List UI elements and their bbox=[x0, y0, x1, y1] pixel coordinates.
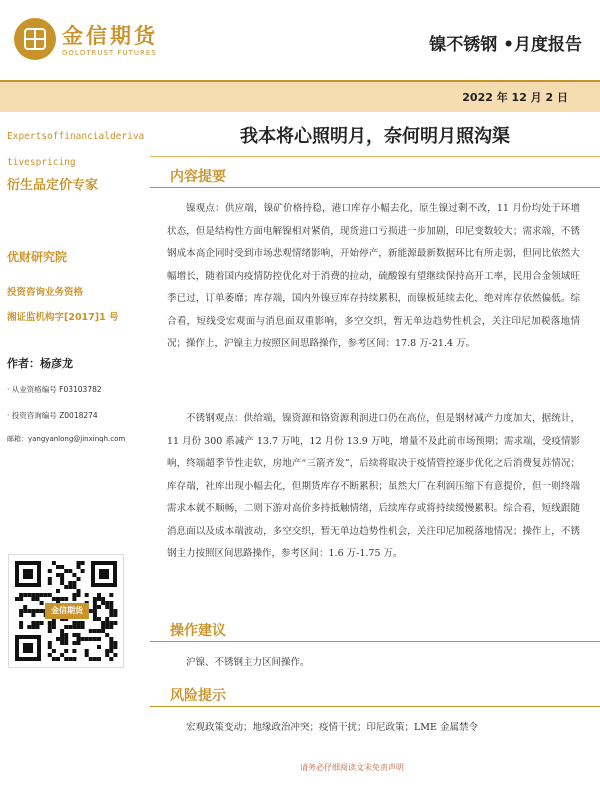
logo-name-cn: 金信期货 bbox=[62, 24, 158, 48]
research-institute: 优财研究院 bbox=[7, 250, 68, 264]
logo-name-en: GOLDTRUST FUTURES bbox=[62, 49, 157, 57]
risk-text: 宏观政策变动；地缘政治冲突；疫情干扰；印尼政策；LME 金属禁令 bbox=[186, 722, 478, 733]
main-content bbox=[150, 112, 600, 800]
qr-code-icon bbox=[8, 554, 124, 668]
section-risk-divider bbox=[150, 706, 600, 707]
nickel-view-paragraph: 镍观点：供应端，镍矿价格持稳，港口库存小幅去化，原生镍过剩不改，11 月份均处于环增状态，但是结构性方面电解镍相对紧俏，现货进口亏损进一步加剧，印尼变数较大；需求端，不锈钢成本高企同时受到市场悲观情绪影响，开始停产，新能源最新数据环比有所走弱，但同比依然大幅增长，随着国内疫情防控优化对于消费的拉动，硫酸镍有望继续保持高开工率，民用合金领域旺季已过，订单萎靡；库存端，国内外镍豆库存持续累积，而镍板延续去化，绝对库存依然偏低。综合看，短线受宏观面与消息面双重影响，多空交织，暂无单边趋势性机会，关注印尼加税落地情况；操作上，沪镍主力按照区间思路操作，参考区间：17.8 万-21.4 万。 bbox=[167, 203, 580, 349]
section-advice-divider bbox=[150, 641, 600, 642]
company-logo-icon bbox=[14, 18, 56, 60]
section-summary-divider bbox=[150, 187, 600, 188]
section-risk-heading: 风险提示 bbox=[170, 688, 226, 704]
report-title: 镍不锈钢 •月度报告 bbox=[429, 35, 582, 55]
sidebar-english-tagline: Expertsoffinancialderivativespricing bbox=[7, 131, 145, 168]
practice-qualification-id: · 从业资格编号 F03103782 bbox=[7, 385, 102, 394]
section-summary-heading: 内容提要 bbox=[170, 169, 226, 185]
stainless-view-paragraph: 不锈钢观点：供给端，镍资源和铬资源利润进口仍在高位，但是钢材减产力度加大，据统计，11 月份 300 系减产 13.7 万吨，12 月份 13.9 万吨，增量不及此前市场预期；需求端，受疫情影响，终端超季节性走软，房地产“三箭齐发”，后续将取决于疫情管控逐步优化之后消费复苏情况；库存端，社库出现小幅去化，但期货库存不断累积；虽然大厂在利润压缩下有意提价，但一则终端需求本就不顺畅，二则下游对高价多持抵触情绪，后续库存或将持续缓慢累积。综合看，短线跟随消息面以及成本端波动，多空交织，暂无单边趋势性机会，关注印尼加税落地情况；操作上，不锈钢主力按照区间思路操作，参考区间：1.6 万-1.75 万。 bbox=[167, 413, 580, 559]
section-advice-heading: 操作建议 bbox=[170, 623, 226, 639]
advice-text: 沪镍、不锈钢主力区间操作。 bbox=[186, 657, 310, 668]
report-date: 2022 年 12 月 2 日 bbox=[462, 91, 568, 104]
report-header bbox=[0, 0, 600, 80]
date-band bbox=[0, 82, 600, 112]
license-number: 湘证监机构字[2017]1 号 bbox=[7, 312, 119, 323]
sidebar-expert-tagline: 衍生品定价专家 bbox=[7, 178, 99, 193]
author-name: 作者：杨彦龙 bbox=[7, 357, 73, 370]
consulting-qualification-id: · 投资咨询编号 Z0018274 bbox=[7, 411, 98, 420]
report-headline: 我本将心照明月，奈何明月照沟渠 bbox=[240, 126, 510, 147]
qr-badge: 金信期货 bbox=[45, 603, 89, 619]
disclaimer-footer: 请务必仔细阅读文末免责声明 bbox=[300, 763, 404, 772]
business-qualification: 投资咨询业务资格 bbox=[7, 287, 84, 298]
sidebar bbox=[0, 112, 148, 800]
headline-divider bbox=[150, 156, 600, 157]
author-email: 邮箱：yangyanlong@jinxinqh.com bbox=[7, 435, 126, 443]
